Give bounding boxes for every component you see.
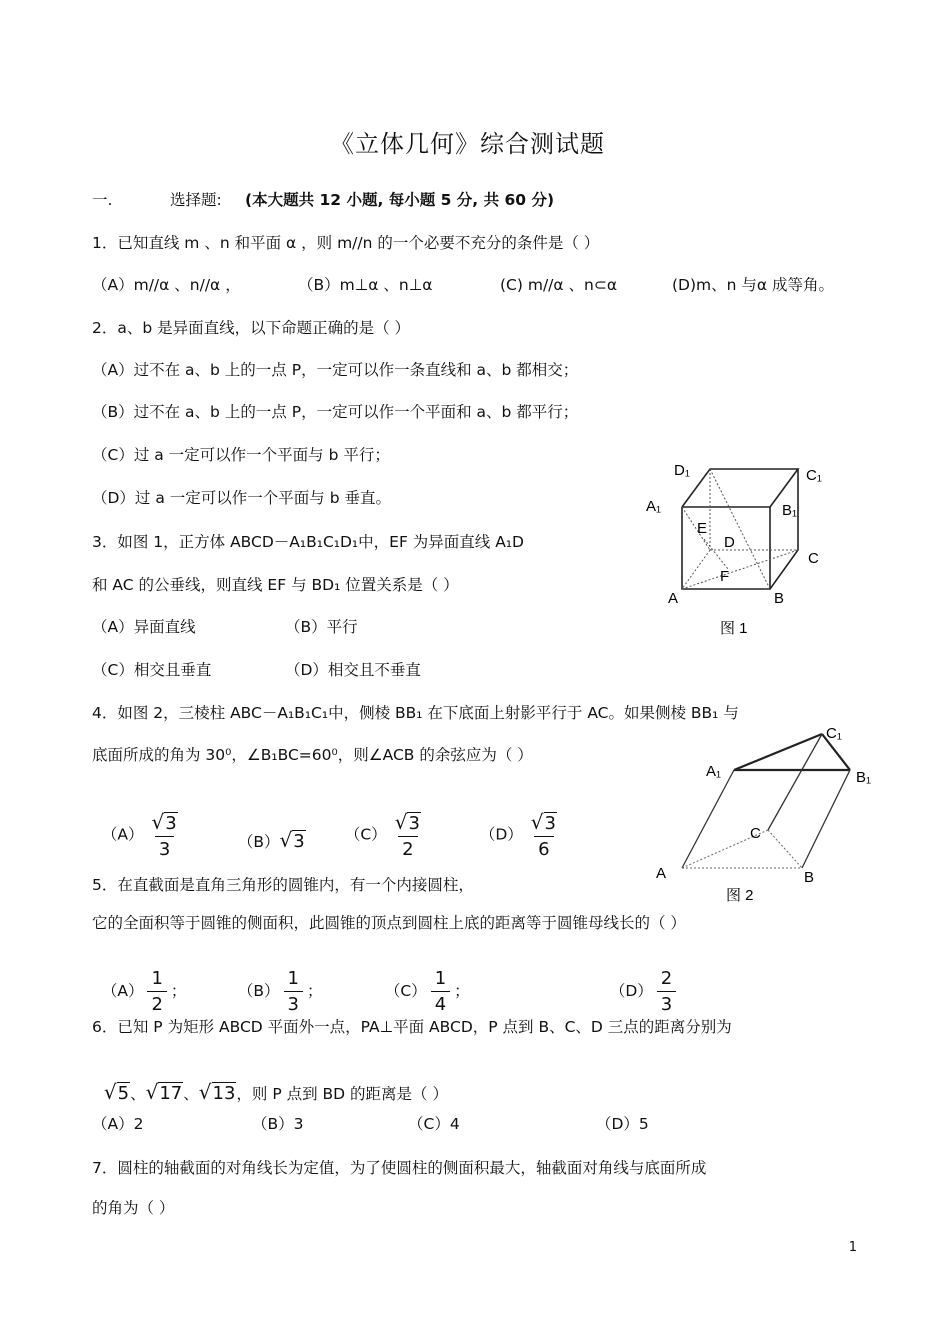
q6-option-c: （C）4 xyxy=(408,1115,460,1133)
q3-stem-line1: 3．如图 1，正方体 ABCD－A₁B₁C₁D₁中，EF 为异面直线 A₁D xyxy=(92,533,524,551)
fig1-label-b: B xyxy=(774,590,785,607)
q2-option-d: （D）过 a 一定可以作一个平面与 b 垂直。 xyxy=(92,489,391,507)
q5-option-c-fraction: $\frac{1}{4}$ xyxy=(431,968,450,1015)
q4-option-c-fraction: $\frac{√3}{2}$ xyxy=(394,810,420,860)
q5-option-d-label: （D） xyxy=(609,982,653,1000)
section-name: 选择题: xyxy=(170,191,222,209)
fig1-label-b1: B₁ xyxy=(782,502,798,519)
fig2-label-b1: B₁ xyxy=(856,769,872,786)
q4-option-d xyxy=(470,792,565,860)
q4-option-b-label: （B） xyxy=(237,833,280,851)
q7-stem-line1: 7．圆柱的轴截面的对角线长为定值，为了使圆柱的侧面积最大，轴截面对角线与底面所成 xyxy=(92,1159,707,1177)
page-title: 《立体几何》综合测试题 xyxy=(330,130,605,158)
q5-stem-line1: 5．在直截面是直角三角形的圆锥内，有一个内接圆柱， xyxy=(92,876,474,894)
q3-option-c: （C）相交且垂直 xyxy=(92,661,212,679)
fig1-label-a1: A₁ xyxy=(646,498,662,515)
fig2-label-a: A xyxy=(656,865,667,882)
q2-option-a: （A）过不在 a、b 上的一点 P，一定可以作一条直线和 a、b 都相交； xyxy=(92,361,579,379)
q1-option-d: (D)m、n 与α 成等角。 xyxy=(672,276,835,294)
q1-stem: 1．已知直线 m 、n 和平面 α ，则 m//n 的一个必要不充分的条件是（ ） xyxy=(92,234,600,252)
fig2-label-b: B xyxy=(804,869,815,886)
q2-option-b: （B）过不在 a、b 上的一点 P，一定可以作一个平面和 a、b 都平行； xyxy=(92,403,579,421)
q4-option-d-label: （D） xyxy=(479,825,523,844)
q1-option-b: （B）m⊥α 、n⊥α xyxy=(298,276,433,294)
q6-radical-3: √13 xyxy=(198,1080,236,1104)
fig2-label-c1: C₁ xyxy=(826,725,842,742)
fig1-label-d1: D₁ xyxy=(674,462,690,479)
fig1-label-c1: C₁ xyxy=(806,467,822,484)
q5-option-b: （B） $\frac{1}{3}$ ； xyxy=(237,968,323,1015)
q2-stem: 2．a、b 是异面直线，以下命题正确的是（ ） xyxy=(92,319,411,337)
q3-option-d: （D）相交且不垂直 xyxy=(285,661,421,679)
q6-stem-line1: 6．已知 P 为矩形 ABCD 平面外一点，PA⊥平面 ABCD，P 点到 B、C、D 三点的距离分别为 xyxy=(92,1018,732,1036)
fig1-label-c: C xyxy=(808,550,819,567)
q2-option-c: （C）过 a 一定可以作一个平面与 b 平行； xyxy=(92,446,390,464)
q5-stem-line2: 它的全面积等于圆锥的侧面积，此圆锥的顶点到圆柱上底的距离等于圆锥母线长的（ ） xyxy=(92,914,686,932)
q4-option-a-fraction: $\frac{√3}{3}$ xyxy=(151,810,177,860)
q6-stem-line2: √5、√17、√13，则 P 点到 BD 的距离是（ ） xyxy=(103,1080,448,1104)
q6-radical-1: √5 xyxy=(103,1080,130,1104)
fig1-label-f: F xyxy=(720,568,730,585)
q1-option-c: (C) m//α 、n⊂α xyxy=(500,276,618,294)
q5-option-a-fraction: $\frac{1}{2}$ xyxy=(147,968,166,1015)
fig1-label-d: D xyxy=(724,534,735,551)
page-number: 1 xyxy=(848,1240,857,1255)
q6-option-a: （A）2 xyxy=(92,1115,144,1133)
fig1-label-e: E xyxy=(697,520,708,537)
q5-option-c-label: （C） xyxy=(384,982,427,1000)
q4-option-a-label: （A） xyxy=(101,825,144,844)
q6-option-b: （B）3 xyxy=(252,1115,304,1133)
q5-option-a: （A） $\frac{1}{2}$ ； xyxy=(101,968,187,1015)
fig2-label-a1: A₁ xyxy=(706,763,722,780)
fig1-caption: 图 1 xyxy=(720,620,748,635)
section-number: 一. xyxy=(92,191,113,209)
q7-stem-line2: 的角为（ ） xyxy=(92,1199,175,1217)
q5-option-a-label: （A） xyxy=(101,982,144,1000)
section-note: (本大题共 12 小题, 每小题 5 分, 共 60 分) xyxy=(245,191,555,209)
q6-radical-2: √17 xyxy=(145,1080,183,1104)
q4-stem-line1: 4．如图 2，三棱柱 ABC－A₁B₁C₁中，侧棱 BB₁ 在下底面上射影平行于 AC。如果侧棱 BB₁ 与 xyxy=(92,704,739,722)
q5-option-b-fraction: $\frac{1}{3}$ xyxy=(284,968,303,1015)
q5-option-c: （C） $\frac{1}{4}$ ； xyxy=(384,968,470,1015)
q5-option-d xyxy=(600,950,680,1015)
q4-option-d-fraction: $\frac{√3}{6}$ xyxy=(530,810,556,860)
q6-option-d: （D）5 xyxy=(596,1115,649,1133)
q5-option-b-label: （B） xyxy=(237,982,280,1000)
q3-option-a: （A）异面直线 xyxy=(92,618,196,636)
q4-stem-line2: 底面所成的角为 30⁰，∠B₁BC=60⁰，则∠ACB 的余弦应为（ ） xyxy=(92,746,533,764)
q4-option-b: （B）√3 xyxy=(237,828,305,852)
q4-option-c-label: （C） xyxy=(344,825,387,844)
figure-2-prism xyxy=(650,720,880,910)
fig2-label-c: C xyxy=(750,825,761,842)
q1-option-a: （A）m//α 、n//α ， xyxy=(92,276,241,294)
fig1-label-a: A xyxy=(668,590,679,607)
q4-option-a xyxy=(92,792,186,860)
fig2-caption: 图 2 xyxy=(726,887,754,904)
q3-stem-line2: 和 AC 的公垂线，则直线 EF 与 BD₁ 位置关系是（ ） xyxy=(92,576,459,594)
q5-option-d-fraction: $\frac{2}{3}$ xyxy=(657,968,676,1015)
q4-option-c xyxy=(335,792,429,860)
figure-1-cube xyxy=(640,455,840,635)
q3-option-b: （B）平行 xyxy=(285,618,358,636)
